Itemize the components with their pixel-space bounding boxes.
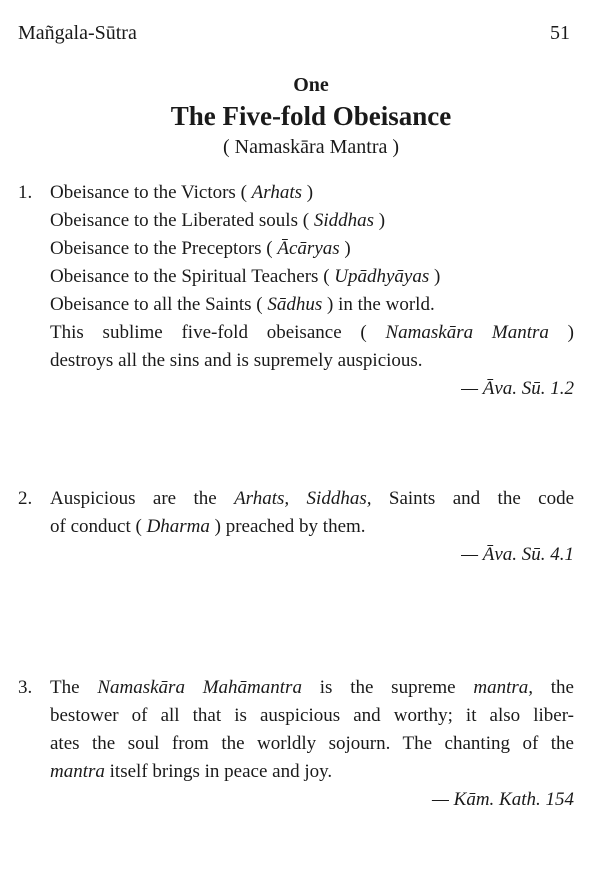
verse-line: Auspicious are the Arhats, Siddhas, Saints and the code bbox=[50, 488, 575, 509]
verse-line: Obeisance to all the Saints ( Sādhus ) in the world. bbox=[50, 294, 435, 315]
verse-number: 2. bbox=[18, 488, 33, 509]
verse-line: mantra itself brings in peace and joy. bbox=[50, 761, 333, 782]
verse-line: destroys all the sins and is supremely auspicious. bbox=[50, 350, 423, 371]
running-head-book-title: Mañgala-Sūtra bbox=[18, 22, 137, 44]
verse-3 bbox=[18, 674, 574, 814]
verse-number: 3. bbox=[18, 677, 33, 698]
verse-body bbox=[50, 485, 574, 569]
verse-line: Obeisance to the Spiritual Teachers ( Upādhyāyas ) bbox=[50, 266, 441, 287]
page-number: 51 bbox=[550, 22, 570, 44]
verse-body bbox=[50, 179, 574, 403]
verse-1 bbox=[18, 179, 574, 403]
verse-source: — Kām. Kath. 154 bbox=[432, 789, 574, 810]
verse-source: — Āva. Sū. 4.1 bbox=[461, 544, 574, 565]
chapter-title: The Five-fold Obeisance bbox=[170, 101, 452, 131]
verse-number: 1. bbox=[18, 182, 33, 203]
chapter-number: One bbox=[293, 74, 329, 96]
verse-line: ates the soul from the worldly sojourn. The chanting of the bbox=[50, 733, 574, 754]
verse-body bbox=[50, 674, 574, 814]
running-head bbox=[18, 22, 570, 46]
verse-2 bbox=[18, 485, 574, 569]
verse-line: Obeisance to the Preceptors ( Ācāryas ) bbox=[50, 238, 351, 259]
chapter-heading bbox=[0, 72, 600, 160]
verse-line: Obeisance to the Liberated souls ( Siddhas ) bbox=[50, 210, 386, 231]
verse-line: The Namaskāra Mahāmantra is the supreme mantra, the bbox=[50, 677, 574, 698]
verse-line: bestower of all that is auspicious and worthy; it also liber- bbox=[50, 705, 574, 726]
verse-source: — Āva. Sū. 1.2 bbox=[461, 378, 574, 399]
verse-line: Obeisance to the Victors ( Arhats ) bbox=[50, 182, 314, 203]
verse-line: This sublime five-fold obeisance ( Namaskāra Mantra ) bbox=[50, 322, 574, 343]
verse-line: of conduct ( Dharma ) preached by them. bbox=[50, 516, 366, 537]
chapter-subtitle: ( Namaskāra Mantra ) bbox=[222, 136, 400, 158]
